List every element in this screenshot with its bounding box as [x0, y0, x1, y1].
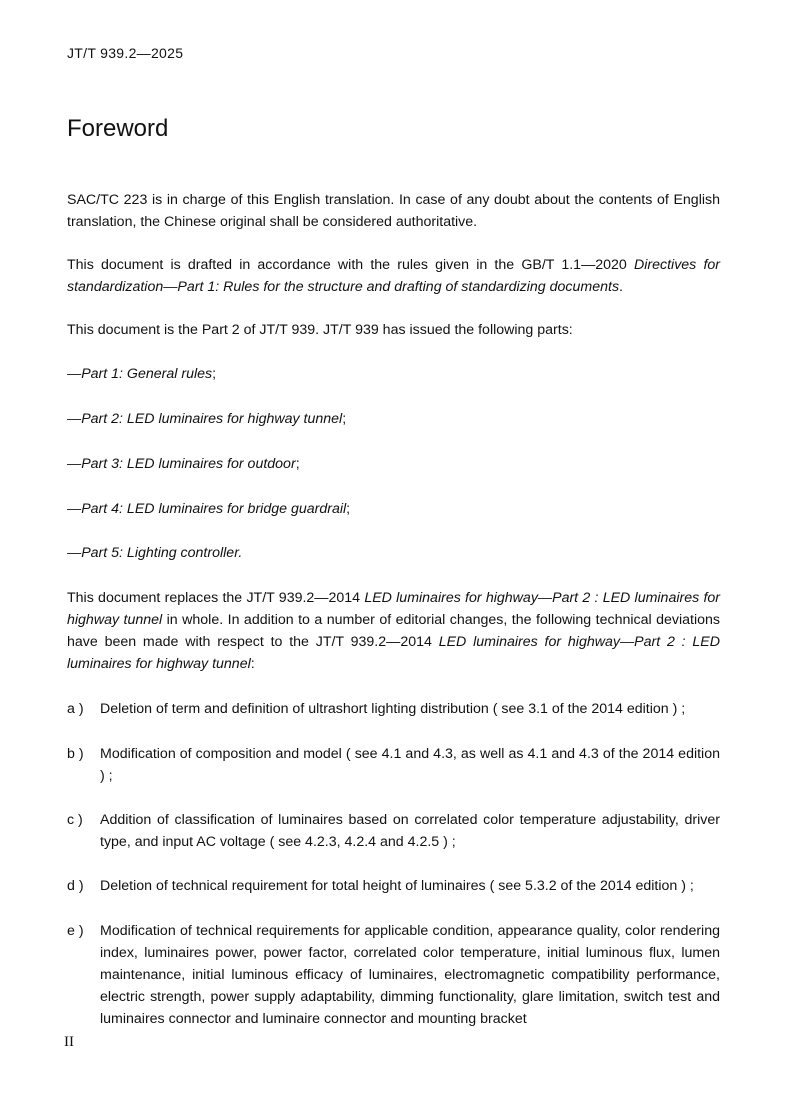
part-title: —Part 3: LED luminaires for outdoor: [67, 456, 296, 472]
paragraph-parts-intro: This document is the Part 2 of JT/T 939. JT/T 939 has issued the following parts:: [67, 322, 573, 338]
part-title: —Part 5: Lighting controller.: [67, 545, 243, 561]
change-item: [67, 875, 720, 897]
text: This document replaces the JT/T 939.2—2014: [67, 590, 365, 606]
standard-title: Directives for standardization—Part 1: Rules for the structure and drafting of standardizing documents: [67, 257, 721, 295]
item-label: b ): [67, 746, 84, 762]
standard-title: LED luminaires for highway—Part 2 : LED luminaires for highway tunnel: [67, 634, 721, 672]
change-item: [67, 809, 720, 853]
text: .: [619, 279, 623, 295]
item-label: c ): [67, 812, 83, 828]
part-title: —Part 4: LED luminaires for bridge guardrail: [67, 501, 347, 517]
item-text: Modification of composition and model ( see 4.1 and 4.3, as well as 4.1 and 4.3 of the 2014 edition ) ;: [100, 746, 720, 784]
change-item: [67, 743, 720, 787]
list-item-part: [67, 498, 720, 520]
list-item-part: [67, 542, 720, 564]
item-label: a ): [67, 701, 84, 717]
paragraph-replacement: [67, 587, 720, 675]
change-item: [67, 920, 720, 1030]
item-text: Deletion of technical requirement for total height of luminaires ( see 5.3.2 of the 2014 edition ) ;: [100, 878, 694, 894]
change-item: [67, 698, 720, 720]
page-number: II: [64, 1034, 74, 1050]
page-title: Foreword: [67, 115, 169, 142]
paragraph-drafting-rules: [67, 254, 720, 298]
item-text: Deletion of term and definition of ultrashort lighting distribution ( see 3.1 of the 2014 edition ) ;: [100, 701, 686, 717]
document-code-header: JT/T 939.2—2025: [67, 45, 184, 61]
punct: ;: [346, 501, 351, 517]
paragraph-translation-note: SAC/TC 223 is in charge of this English translation. In case of any doubt about the contents of English translation, the Chinese original shall be considered authoritative.: [67, 192, 720, 230]
list-item-part: [67, 363, 720, 385]
text: :: [250, 656, 255, 672]
list-item-part: [67, 408, 720, 430]
punct: ;: [342, 411, 347, 427]
item-text: Addition of classification of luminaires based on correlated color temperature adjustability, driver type, and input AC voltage ( see 4.2.3, 4.2.4 and 4.2.5 ) ;: [100, 812, 720, 850]
text: This document is drafted in accordance with the rules given in the GB/T 1.1—2020: [67, 257, 634, 273]
item-label: d ): [67, 878, 84, 894]
part-title: —Part 2: LED luminaires for highway tunnel: [67, 411, 343, 427]
part-title: —Part 1: General rules: [67, 366, 213, 382]
standard-title: LED luminaires for highway—Part 2 : LED luminaires for highway tunnel: [67, 590, 720, 628]
punct: ;: [295, 456, 300, 472]
item-text: Modification of technical requirements for applicable condition, appearance quality, color rendering index, luminaires power, power factor, correlated color temperature, initial luminous flux, lumen maintenance, initial luminous efficacy of luminaires, electromagnetic compatibility performance, electric strength, power supply adaptability, dimming functionality, glare limitation, switch test and luminaires connector and luminaire connector and mounting bracket: [100, 923, 720, 1027]
list-item-part: [67, 453, 720, 475]
item-label: e ): [67, 923, 84, 939]
punct: ;: [212, 366, 217, 382]
text: in whole. In addition to a number of editorial changes, the following technical deviations have been made with respect to the JT/T 939.2—2014: [67, 612, 721, 650]
